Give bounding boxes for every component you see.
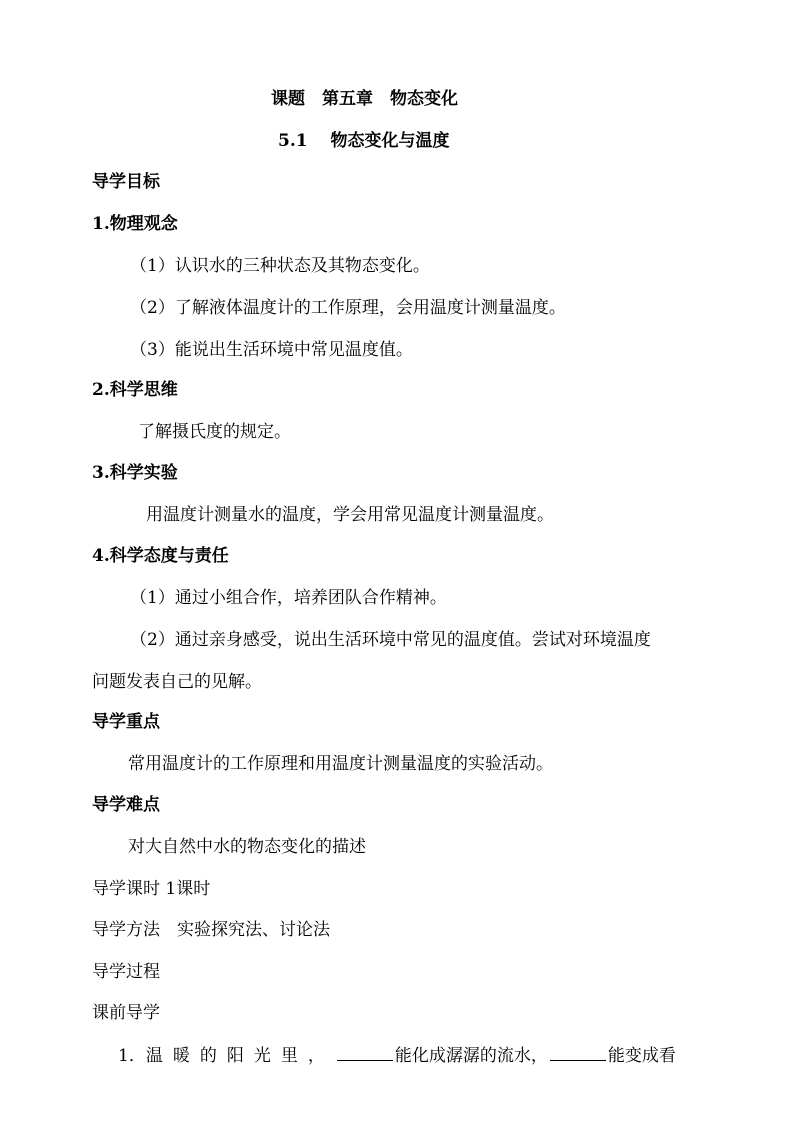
concept-item-3: （3）能说出生活环境中常见温度值。 (130, 340, 413, 360)
thinking-text: 了解摄氏度的规定。 (138, 422, 291, 442)
process-heading: 导学过程 (92, 962, 160, 982)
concept-item-1: （1）认识水的三种状态及其物态变化。 (130, 256, 430, 276)
page-title: 课题 第五章 物态变化 (271, 89, 458, 109)
concept-heading: 1.物理观念 (92, 214, 178, 234)
question-1-blank-2[interactable] (550, 1044, 606, 1061)
thinking-heading: 2.科学思维 (92, 380, 178, 400)
difficulty-heading: 导学难点 (92, 795, 160, 815)
question-1-blank-1[interactable] (337, 1044, 393, 1061)
question-1-part-2: 能化成潺潺的流水， (394, 1046, 548, 1066)
attitude-heading: 4.科学态度与责任 (92, 546, 229, 566)
question-1-part-3: 能变成看 (607, 1046, 676, 1066)
question-1-part-1: 温暖的阳光里， (145, 1046, 335, 1066)
question-1 (118, 1044, 676, 1067)
attitude-item-2-line-1: （2）通过亲身感受，说出生活环境中常见的温度值。尝试对环境温度 (130, 630, 651, 650)
section-subtitle: 5.1 物态变化与温度 (278, 131, 450, 151)
key-point-heading: 导学重点 (92, 712, 160, 732)
experiment-text: 用温度计测量水的温度，学会用常见温度计测量温度。 (146, 505, 554, 525)
goals-heading: 导学目标 (92, 172, 160, 192)
preview-heading: 课前导学 (92, 1003, 160, 1023)
concept-item-2: （2）了解液体温度计的工作原理，会用温度计测量温度。 (130, 298, 566, 318)
class-hours: 导学课时 1课时 (92, 879, 211, 899)
experiment-heading: 3.科学实验 (92, 463, 178, 483)
method: 导学方法 实验探究法、讨论法 (92, 920, 330, 940)
attitude-item-2-line-2: 问题发表自己的见解。 (92, 672, 262, 692)
key-point-text: 常用温度计的工作原理和用温度计测量温度的实验活动。 (128, 754, 553, 774)
question-1-number: 1． (118, 1046, 146, 1066)
attitude-item-1: （1）通过小组合作，培养团队合作精神。 (130, 588, 447, 608)
difficulty-text: 对大自然中水的物态变化的描述 (128, 837, 366, 857)
